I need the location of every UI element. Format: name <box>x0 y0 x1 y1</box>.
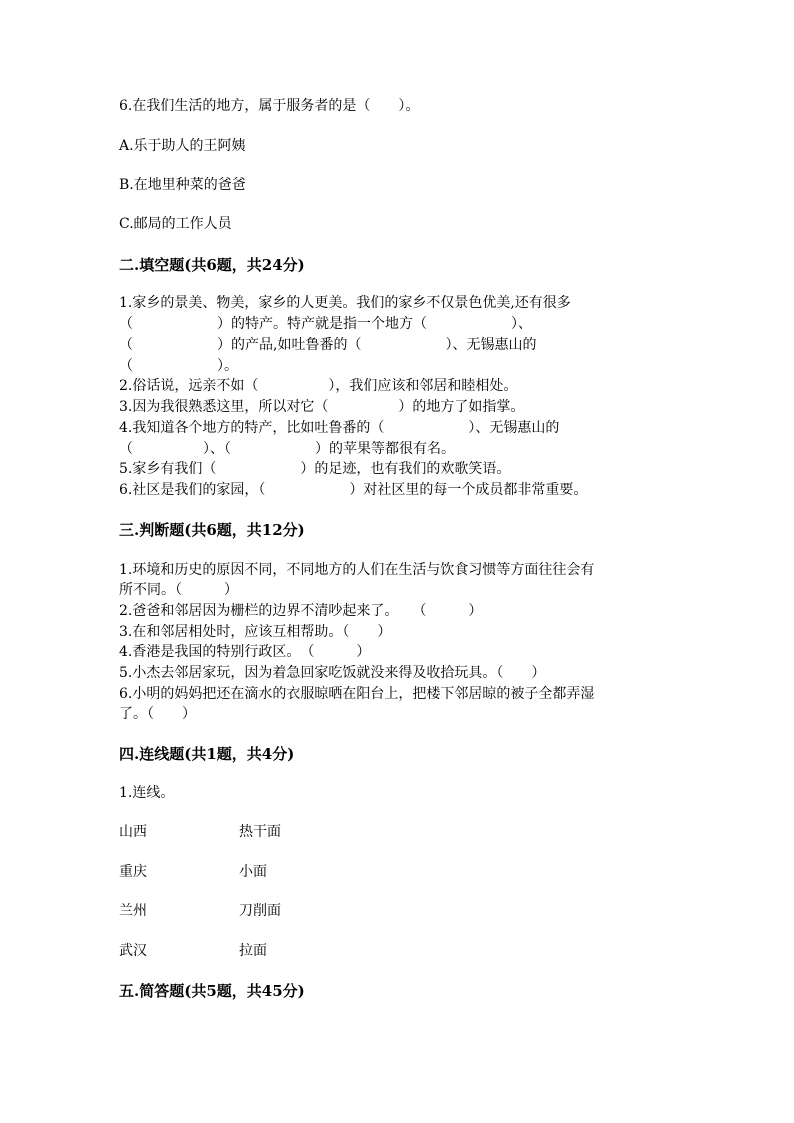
fill-line: （ ）的特产。特产就是指一个地方（ ）、 <box>119 316 532 332</box>
match-instruction: 1.连线。 <box>119 785 175 801</box>
match-right-item: 刀削面 <box>239 903 281 919</box>
question-6-option-a: A.乐于助人的王阿姨 <box>119 138 246 154</box>
match-right-item: 小面 <box>239 864 267 880</box>
judge-line: 了。（ ） <box>119 706 196 722</box>
match-left-item: 兰州 <box>119 903 147 919</box>
question-6-option-b: B.在地里种菜的爸爸 <box>119 177 246 193</box>
match-right-item: 热干面 <box>239 824 281 840</box>
match-left-item: 山西 <box>119 824 147 840</box>
judge-line: 3.在和邻居相处时，应该互相帮助。（ ） <box>119 624 392 640</box>
judge-section-heading: 三.判断题(共6题，共12分) <box>119 521 305 539</box>
question-6-option-c: C.邮局的工作人员 <box>119 216 232 232</box>
judge-line: 1.环境和历史的原因不同，不同地方的人们在生活与饮食习惯等方面往往会有 <box>119 562 595 578</box>
match-left-item: 武汉 <box>119 943 147 959</box>
fill-line: （ ）、（ ）的苹果等都很有名。 <box>119 441 455 457</box>
judge-line: 6.小明的妈妈把还在滴水的衣服晾晒在阳台上，把楼下邻居晾的被子全都弄湿 <box>119 686 595 702</box>
judge-line: 4.香港是我国的特别行政区。 （ ） <box>119 644 371 660</box>
fill-line: 4.我知道各个地方的特产，比如吐鲁番的（ ）、无锡惠山的 <box>119 420 560 436</box>
fill-line: 5.家乡有我们（ ）的足迹，也有我们的欢歌笑语。 <box>119 461 511 477</box>
fill-line: 6.社区是我们的家园，（ ）对社区里的每一个成员都非常重要。 <box>119 482 588 498</box>
fill-line: 3.因为我很熟悉这里，所以对它（ ）的地方了如指掌。 <box>119 399 525 415</box>
short-answer-section-heading: 五.简答题(共5题，共45分) <box>119 982 305 1000</box>
fill-line: （ ）。 <box>119 358 238 374</box>
fill-line: （ ）的产品,如吐鲁番的（ ）、无锡惠山的 <box>119 337 537 353</box>
match-right-item: 拉面 <box>239 943 267 959</box>
judge-line: 2.爸爸和邻居因为栅栏的边界不清吵起来了。 （ ） <box>119 603 483 619</box>
match-section-heading: 四.连线题(共1题，共4分) <box>119 745 295 763</box>
judge-line: 5.小杰去邻居家玩，因为着急回家吃饭就没来得及收拾玩具。（ ） <box>119 665 546 681</box>
judge-line: 所不同。（ ） <box>119 582 238 598</box>
fill-line: 1.家乡的景美、物美，家乡的人更美。我们的家乡不仅景色优美,还有很多 <box>119 295 571 311</box>
fill-section-heading: 二.填空题(共6题，共24分) <box>119 256 305 274</box>
fill-line: 2.俗话说，远亲不如（ ），我们应该和邻居和睦相处。 <box>119 378 518 394</box>
match-left-item: 重庆 <box>119 864 147 880</box>
question-6-stem: 6.在我们生活的地方，属于服务者的是（ ）。 <box>119 98 420 114</box>
